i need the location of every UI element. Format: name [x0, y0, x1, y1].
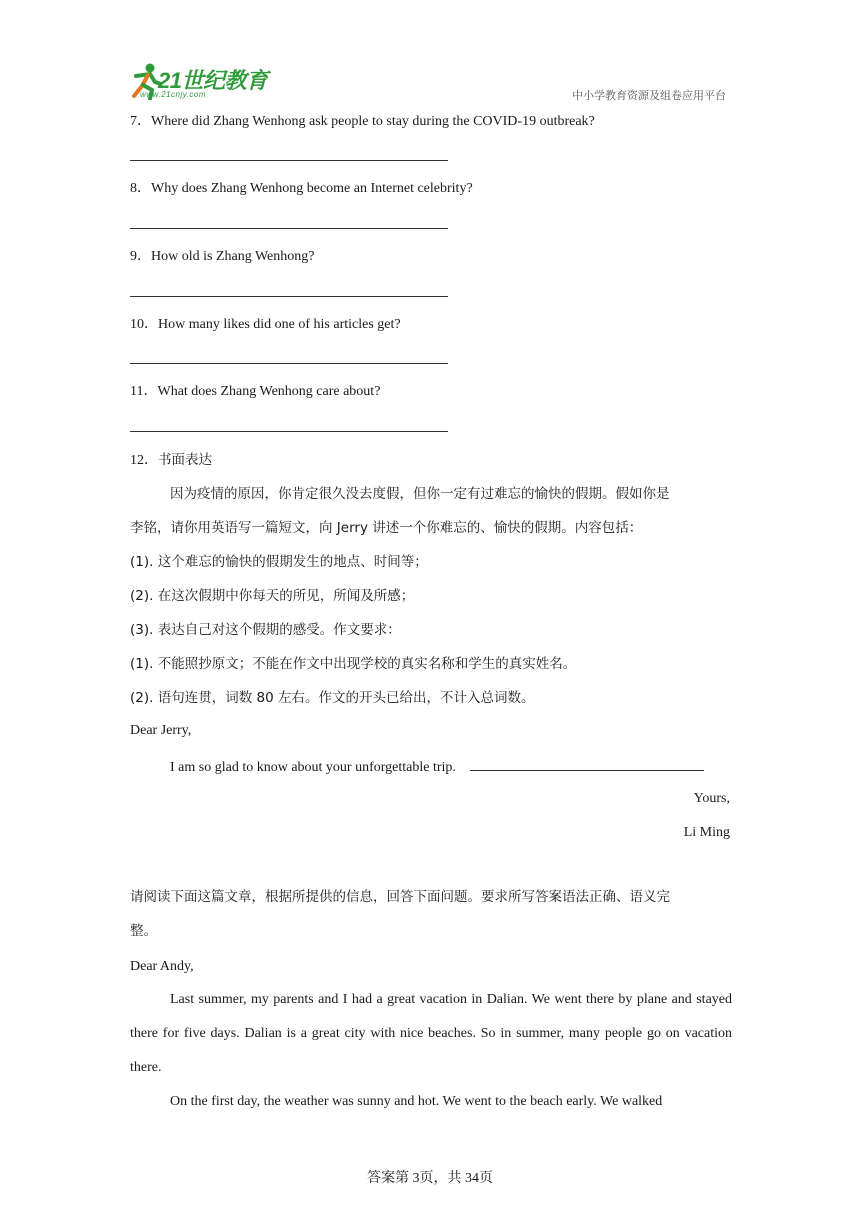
question-text: What does Zhang Wenhong care about? [157, 384, 381, 399]
question-text: How old is Zhang Wenhong? [151, 249, 315, 264]
question-text: Where did Zhang Wenhong ask people to stay during the COVID-19 outbreak? [151, 114, 595, 129]
letter-closing: Yours, [693, 791, 730, 806]
question-text: How many likes did one of his articles get? [158, 317, 401, 332]
question-10 [130, 316, 401, 334]
answer-line-10[interactable] [130, 363, 448, 364]
logo-wordmark: 21世纪教育 [158, 68, 268, 93]
question-number: 7． [130, 114, 151, 129]
writing-answer-blank[interactable] [470, 756, 704, 771]
question-12-heading [130, 451, 212, 470]
logo [128, 62, 268, 102]
logo-url: www.21cnjy.com [140, 90, 206, 99]
reading-instruction [130, 880, 732, 948]
answer-line-11[interactable] [130, 431, 448, 432]
question-text: Why does Zhang Wenhong become an Internet celebrity? [151, 181, 473, 196]
question-8 [130, 180, 473, 198]
question-number: 9． [130, 249, 151, 264]
header-tagline: 中小学教育资源及组卷应用平台 [572, 89, 726, 102]
writing-intro-line-2: 李铭，请你用英语写一篇短文，向 Jerry 讲述一个你难忘的、愉快的假期。内容包括： [130, 520, 643, 536]
question-number: 10． [130, 317, 158, 332]
reading-instruction-line-1: 请阅读下面这篇文章，根据所提供的信息，回答下面问题。要求所写答案语法正确、语义完 [130, 889, 670, 905]
reading-paragraph-1: Last summer, my parents and I had a great vacation in Dalian. We went there by plane and stayed there for five days. Dalian is a great city with nice beaches. So in summer, many people go on vacation there. [130, 992, 732, 1075]
letter-salutation: Dear Jerry, [130, 723, 192, 738]
reading-salutation: Dear Andy, [130, 959, 194, 974]
writing-item-1: (1). 这个难忘的愉快的假期发生的地点、时间等； [130, 554, 428, 570]
writing-requirement-1: (1). 不能照抄原文；不能在作文中出现学校的真实名称和学生的真实姓名。 [130, 656, 577, 672]
question-number: 12． [130, 453, 158, 468]
question-9 [130, 248, 314, 266]
writing-item-3: (3). 表达自己对这个假期的感受。作文要求： [130, 622, 401, 638]
writing-item-2: (2). 在这次假期中你每天的所见，所闻及所感； [130, 588, 415, 604]
page-header [0, 0, 860, 110]
question-11 [130, 383, 380, 401]
writing-intro-line-1: 因为疫情的原因，你肯定很久没去度假，但你一定有过难忘的愉快的假期。假如你是 [170, 486, 670, 502]
question-title: 书面表达 [158, 452, 212, 468]
letter-opening-text: I am so glad to know about your unforgettable trip. [170, 760, 456, 775]
answer-line-7[interactable] [130, 160, 448, 161]
letter-opening [170, 756, 704, 777]
answer-line-9[interactable] [130, 296, 448, 297]
question-7 [130, 113, 595, 131]
question-number: 11． [130, 384, 158, 399]
reading-instruction-line-2: 整。 [130, 923, 157, 939]
reading-paragraph-2: On the first day, the weather was sunny and hot. We went to the beach early. We walked [170, 1094, 663, 1109]
page-footer: 答案第 3页，共 34页 [367, 1171, 493, 1186]
letter-signature: Li Ming [683, 825, 730, 840]
answer-line-8[interactable] [130, 228, 448, 229]
writing-requirement-2: (2). 语句连贯，词数 80 左右。作文的开头已给出，不计入总词数。 [130, 690, 535, 706]
question-number: 8． [130, 181, 151, 196]
